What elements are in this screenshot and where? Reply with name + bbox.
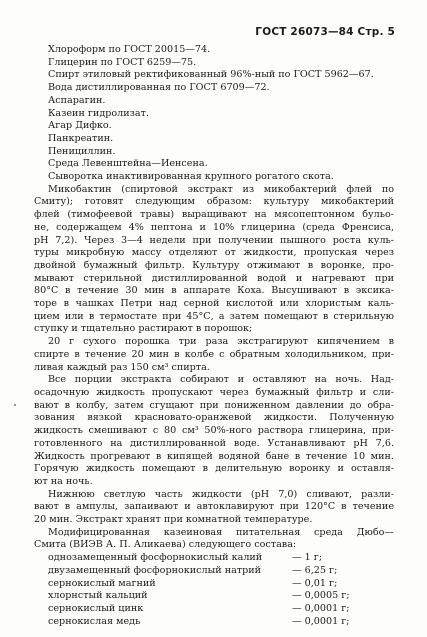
- text-line: Смиту); готовят следующим образом: культуру микобактерий: [34, 196, 394, 208]
- text-line: цием или в термостате при 45°С, а затем помещают в стерильную: [34, 310, 394, 322]
- text-line: Нижнюю светлую часть жидкости (pH 7,0) сливают, разли-: [48, 488, 394, 500]
- text-line: спирте в течение 20 мин в колбе с обратным холодильником, при-: [34, 348, 394, 360]
- reagent-amount: — 0,0001 г;: [292, 602, 350, 614]
- composition-row: [34, 565, 394, 578]
- text-line: ют на ночь.: [34, 475, 93, 487]
- text-line: Микобактин (спиртовой экстракт из микобактерий флей по: [48, 183, 394, 195]
- scan-speck: [14, 404, 16, 406]
- text-line: Хлороформ по ГОСТ 20015—74.: [48, 44, 211, 55]
- text-line: торе в чашках Петри над серной кислотой или хлористым каль-: [34, 298, 394, 310]
- text-line: Горячую жидкость помещают в делительную воронку и оставля-: [34, 463, 394, 475]
- text-line: pH 7,2). Через 3—4 недели при получении пышного роста куль-: [34, 234, 394, 246]
- composition-row: [34, 590, 394, 603]
- reagent-amount: — 0,0005 г;: [292, 590, 350, 602]
- reagent-list: [34, 44, 394, 184]
- text-line: Вода дистиллированная по ГОСТ 6709—72.: [48, 82, 270, 94]
- text-line: 20 мин. Экстракт хранят при комнатной температуре.: [34, 514, 313, 526]
- text-line: ступку и тщательно растирают в порошок;: [34, 323, 253, 335]
- paragraph-portions: [34, 374, 394, 488]
- text-line: Жидкость прогревают в кипящей водяной бане в течение 10 мин.: [34, 450, 394, 462]
- text-line: вают в колбу, затем сгущают при пониженном давлении до обра-: [34, 399, 394, 411]
- document-body: [34, 44, 394, 628]
- reagent-name: сернокислая медь: [48, 615, 141, 627]
- text-line: мывают стерильной дистиллированной водой и нагревают при: [34, 272, 394, 284]
- reagent-name: сернокислый цинк: [48, 602, 144, 614]
- text-line: не, содержащем 4% пептона и 10% глицерина (среда Френсиса,: [34, 221, 394, 233]
- text-line: осадочную жидкость пропускают через бумажный фильтр и сли-: [34, 386, 394, 398]
- reagent-name: двузамещенный фосфорнокислый натрий: [48, 564, 262, 576]
- text-line: Модифицированная казеиновая питательная среда Дюбо—: [48, 526, 394, 538]
- text-line: Глицерин по ГОСТ 6259—75.: [48, 56, 197, 68]
- text-line: Смита (ВИЭВ А. П. Аликаева) следующего состава:: [34, 539, 297, 551]
- text-line: Аспарагин.: [48, 94, 106, 106]
- text-line: Сыворотка инактивированная крупного рогатого скота.: [48, 171, 334, 183]
- text-line: Агар Дифко.: [48, 120, 112, 132]
- reagent-amount: — 0,01 г;: [292, 577, 338, 589]
- composition-table: [34, 552, 394, 628]
- text-line: Спирт этиловый ректификованный 96%-ный по ГОСТ 5962—67.: [48, 69, 374, 81]
- text-line: Среда Левенштейна—Иенсена.: [48, 158, 208, 170]
- reagent-name: хлорнстый кальций: [48, 590, 148, 602]
- text-line: Казеин гидролизат.: [48, 107, 149, 119]
- text-line: 20 г сухого порошка три раза экстрагируют кипячением в: [48, 336, 394, 348]
- page-header: ГОСТ 26073—84 Стр. 5: [255, 26, 395, 38]
- text-line: Панкреатин.: [48, 132, 114, 144]
- paragraph-medium: [34, 527, 394, 552]
- paragraph-extraction: [34, 336, 394, 374]
- text-line: двойной бумажный фильтр. Культуру отжимают в воронке, про-: [34, 259, 394, 271]
- text-line: зования вязкой красновато-оранжевой жидкости. Полученную: [34, 412, 394, 424]
- text-line: ливая каждый раз 150 см³ спирта.: [34, 361, 210, 373]
- text-line: 80°С в течение 30 мин в аппарате Коха. Высушивают в эксика-: [34, 285, 394, 297]
- text-line: флей (тимофеевой травы) выращивают на мясопептонном бульо-: [34, 209, 394, 221]
- composition-row: [34, 616, 394, 629]
- composition-row: [34, 603, 394, 616]
- text-line: жидкость смешивают с 80 см³ 50%-ного раствора глицерина, при-: [34, 425, 394, 437]
- reagent-name: однозамещенный фосфорнокислый калий: [48, 552, 263, 564]
- text-line: Все порции экстракта собирают и оставляют на ночь. Над-: [48, 374, 394, 386]
- text-line: готовленного на дистиллированной воде. Устанавливают pH 7,6.: [34, 437, 394, 449]
- text-line: Пенициллин.: [48, 145, 116, 157]
- text-line: вают в ампулы, запаивают и автоклавируют при 120°С в течение: [34, 501, 394, 513]
- reagent-amount: — 6,25 г;: [292, 564, 338, 576]
- reagent-amount: — 0,0001 г;: [292, 615, 350, 627]
- composition-row: [34, 578, 394, 591]
- reagent-name: сернокислый магний: [48, 577, 156, 589]
- text-line: туры микробную массу отделяют от жидкости, пропуская через: [34, 247, 394, 259]
- reagent-amount: — 1 г;: [292, 552, 323, 564]
- composition-row: [34, 552, 394, 565]
- paragraph-lower-part: [34, 489, 394, 527]
- paragraph-mycobactin: [34, 184, 394, 336]
